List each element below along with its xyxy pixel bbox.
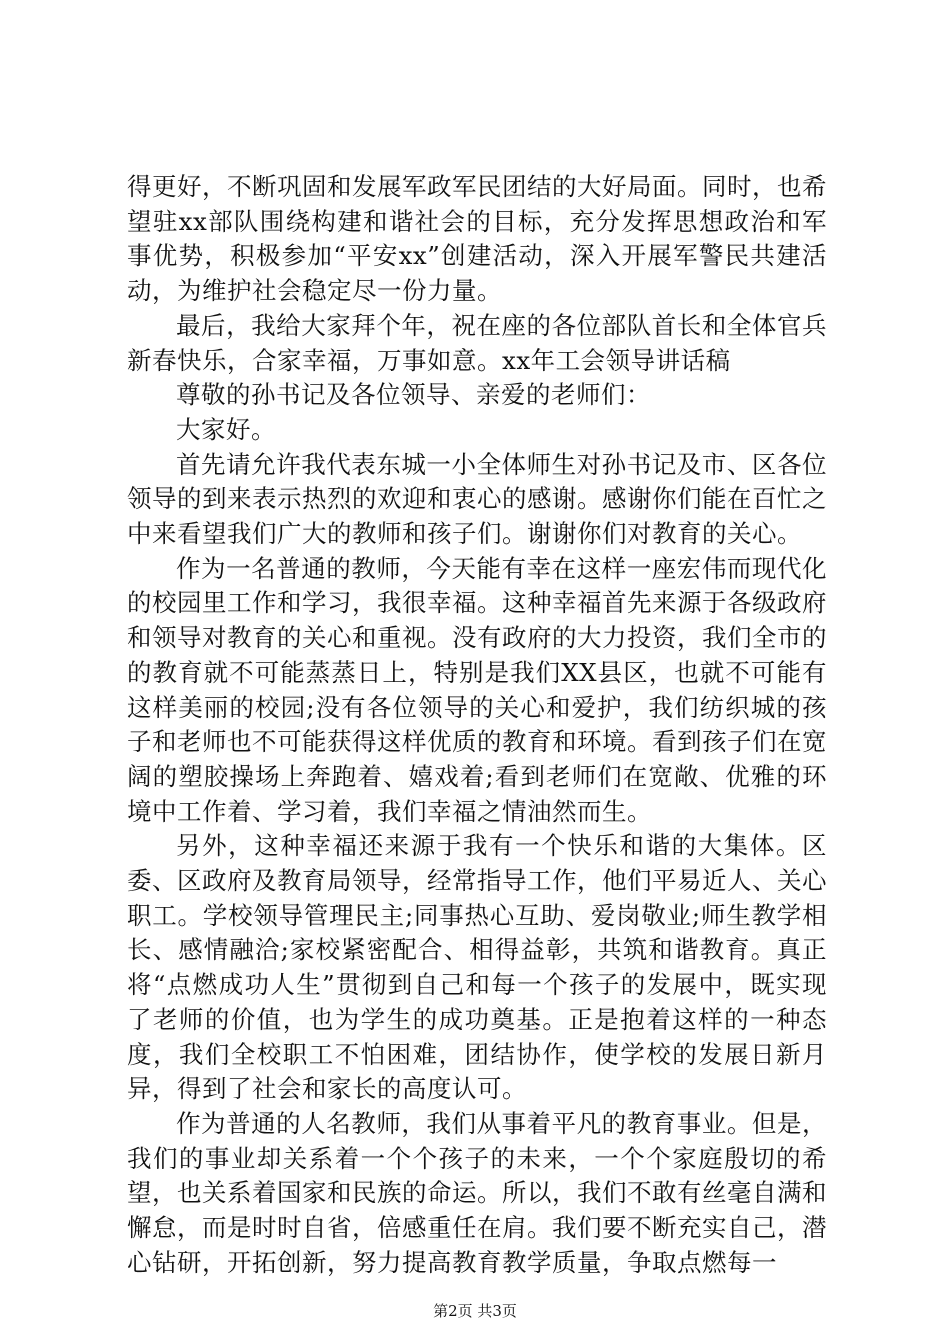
page-footer xyxy=(0,1301,950,1321)
paragraph-5: 首先请允许我代表东城一小全体师生对孙书记及市、区各位领导的到来表示热烈的欢迎和衷心的感谢。感谢你们能在百忙之中来看望我们广大的教师和孩子们。谢谢你们对教育的关心。 xyxy=(127,449,827,549)
document-body xyxy=(127,170,827,1281)
paragraph-8: 作为普通的人名教师，我们从事着平凡的教育事业。但是，我们的事业却关系着一个个孩子的未来，一个个家庭殷切的希望，也关系着国家和民族的命运。所以，我们不敢有丝毫自满和懈怠，而是时时自省，倍感重任在肩。我们要不断充实自己，潜心钻研，开拓创新，努力提高教育教学质量，争取点燃每一 xyxy=(127,1108,827,1277)
page-number-label: 第2页 共3页 xyxy=(433,1302,517,1320)
paragraph-3: 尊敬的孙书记及各位领导、亲爱的老师们： xyxy=(176,380,651,410)
paragraph-1: 得更好，不断巩固和发展军政军民团结的大好局面。同时，也希望驻xx部队围绕构建和谐社会的目标，充分发挥思想政治和军事优势，积极参加“平安xx”创建活动，深入开展军警民共建活动，为维护社会稳定尽一份力量。 xyxy=(127,172,827,306)
paragraph-6: 作为一名普通的教师，今天能有幸在这样一座宏伟而现代化的校园里工作和学习，我很幸福。这种幸福首先来源于各级政府和领导对教育的关心和重视。没有政府的大力投资，我们全市的的教育就不可能蒸蒸日上，特别是我们XX县区，也就不可能有这样美丽的校园;没有各位领导的关心和爱护，我们纺织城的孩子和老师也不可能获得这样优质的教育和环境。看到孩子们在宽阔的塑胶操场上奔跑着、嬉戏着;看到老师们在宽敞、优雅的环境中工作着、学习着，我们幸福之情油然而生。 xyxy=(127,553,827,826)
paragraph-2: 最后，我给大家拜个年，祝在座的各位部队首长和全体官兵新春快乐，合家幸福，万事如意。xx年工会领导讲话稿 xyxy=(127,310,827,375)
paragraph-4: 大家好。 xyxy=(176,414,276,444)
paragraph-7: 另外，这种幸福还来源于我有一个快乐和谐的大集体。区委、区政府及教育局领导，经常指导工作，他们平易近人、关心职工。学校领导管理民主;同事热心互助、爱岗敬业;师生教学相长、感情融洽;家校紧密配合、相得益彰，共筑和谐教育。真正将“点燃成功人生”贯彻到自己和每一个孩子的发展中，既实现了老师的价值，也为学生的成功奠基。正是抱着这样的一种态度，我们全校职工不怕困难，团结协作，使学校的发展日新月异，得到了社会和家长的高度认可。 xyxy=(127,831,827,1104)
